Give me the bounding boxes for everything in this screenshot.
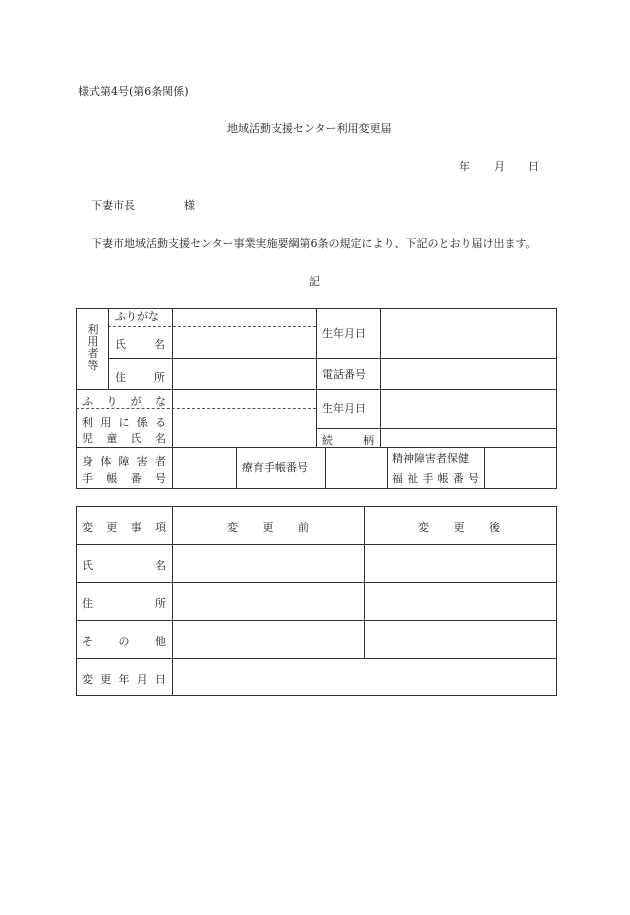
col-divider	[108, 308, 109, 389]
phone-label: 電話番号	[322, 368, 366, 381]
row-divider	[76, 620, 557, 621]
furigana-label: ふりがな	[115, 310, 159, 323]
col-divider	[387, 447, 388, 489]
mental-label-line1: 精神障害者保健	[392, 452, 469, 465]
date-month-label: 月	[494, 160, 505, 173]
child-name-label-line2: 児 童 氏 名	[82, 432, 166, 445]
relation-label: 続 柄	[322, 434, 374, 447]
header-before: 変 更 前	[227, 521, 309, 534]
ki-label: 記	[309, 275, 320, 288]
child-furigana-label: ふ り が な	[82, 395, 166, 408]
user-group-label: 利 用 者 等	[87, 323, 99, 372]
col-divider	[316, 308, 317, 447]
col-divider	[364, 506, 365, 658]
name-label: 氏 名	[115, 338, 165, 351]
row-other-label: そ の 他	[82, 635, 166, 648]
col-divider	[172, 506, 173, 696]
form-number: 様式第4号(第6条関係)	[78, 85, 189, 98]
row-divider	[108, 358, 557, 359]
row-change-date-label: 変 更 年 月 日	[82, 673, 166, 686]
honorific: 様	[184, 199, 195, 212]
disability-label-line1: 身 体 障 害 者	[82, 455, 166, 468]
row-divider	[76, 582, 557, 583]
disability-label-line2: 手 帳 番 号	[82, 472, 166, 485]
mental-label-line2: 福 祉 手 帳 番 号	[392, 472, 479, 485]
child-name-label-line1: 利 用 に 係 る	[82, 416, 166, 429]
address-label: 住 所	[115, 371, 165, 384]
header-after: 変 更 後	[418, 521, 500, 534]
col-divider	[380, 308, 381, 447]
col-divider	[236, 447, 237, 489]
row-address-label: 住 所	[82, 597, 166, 610]
birthdate-label: 生年月日	[322, 327, 366, 340]
child-birthdate-label: 生年月日	[322, 402, 366, 415]
date-day-label: 日	[528, 160, 539, 173]
col-divider	[325, 447, 326, 489]
row-divider	[76, 544, 557, 545]
row-divider	[316, 428, 557, 429]
ryoiku-label: 療育手帳番号	[242, 461, 308, 474]
date-year-label: 年	[459, 160, 470, 173]
row-name-label: 氏 名	[82, 559, 166, 572]
page-title: 地域活動支援センター利用変更届	[227, 122, 392, 135]
furigana-divider	[108, 326, 316, 327]
row-divider	[76, 658, 557, 659]
header-change-item: 変 更 事 項	[82, 521, 166, 534]
statement: 下妻市地域活動支援センター事業実施要綱第6条の規定により、下記のとおり届け出ます。	[91, 237, 537, 250]
col-divider	[484, 447, 485, 489]
addressee: 下妻市長	[91, 199, 135, 212]
col-divider	[172, 308, 173, 489]
